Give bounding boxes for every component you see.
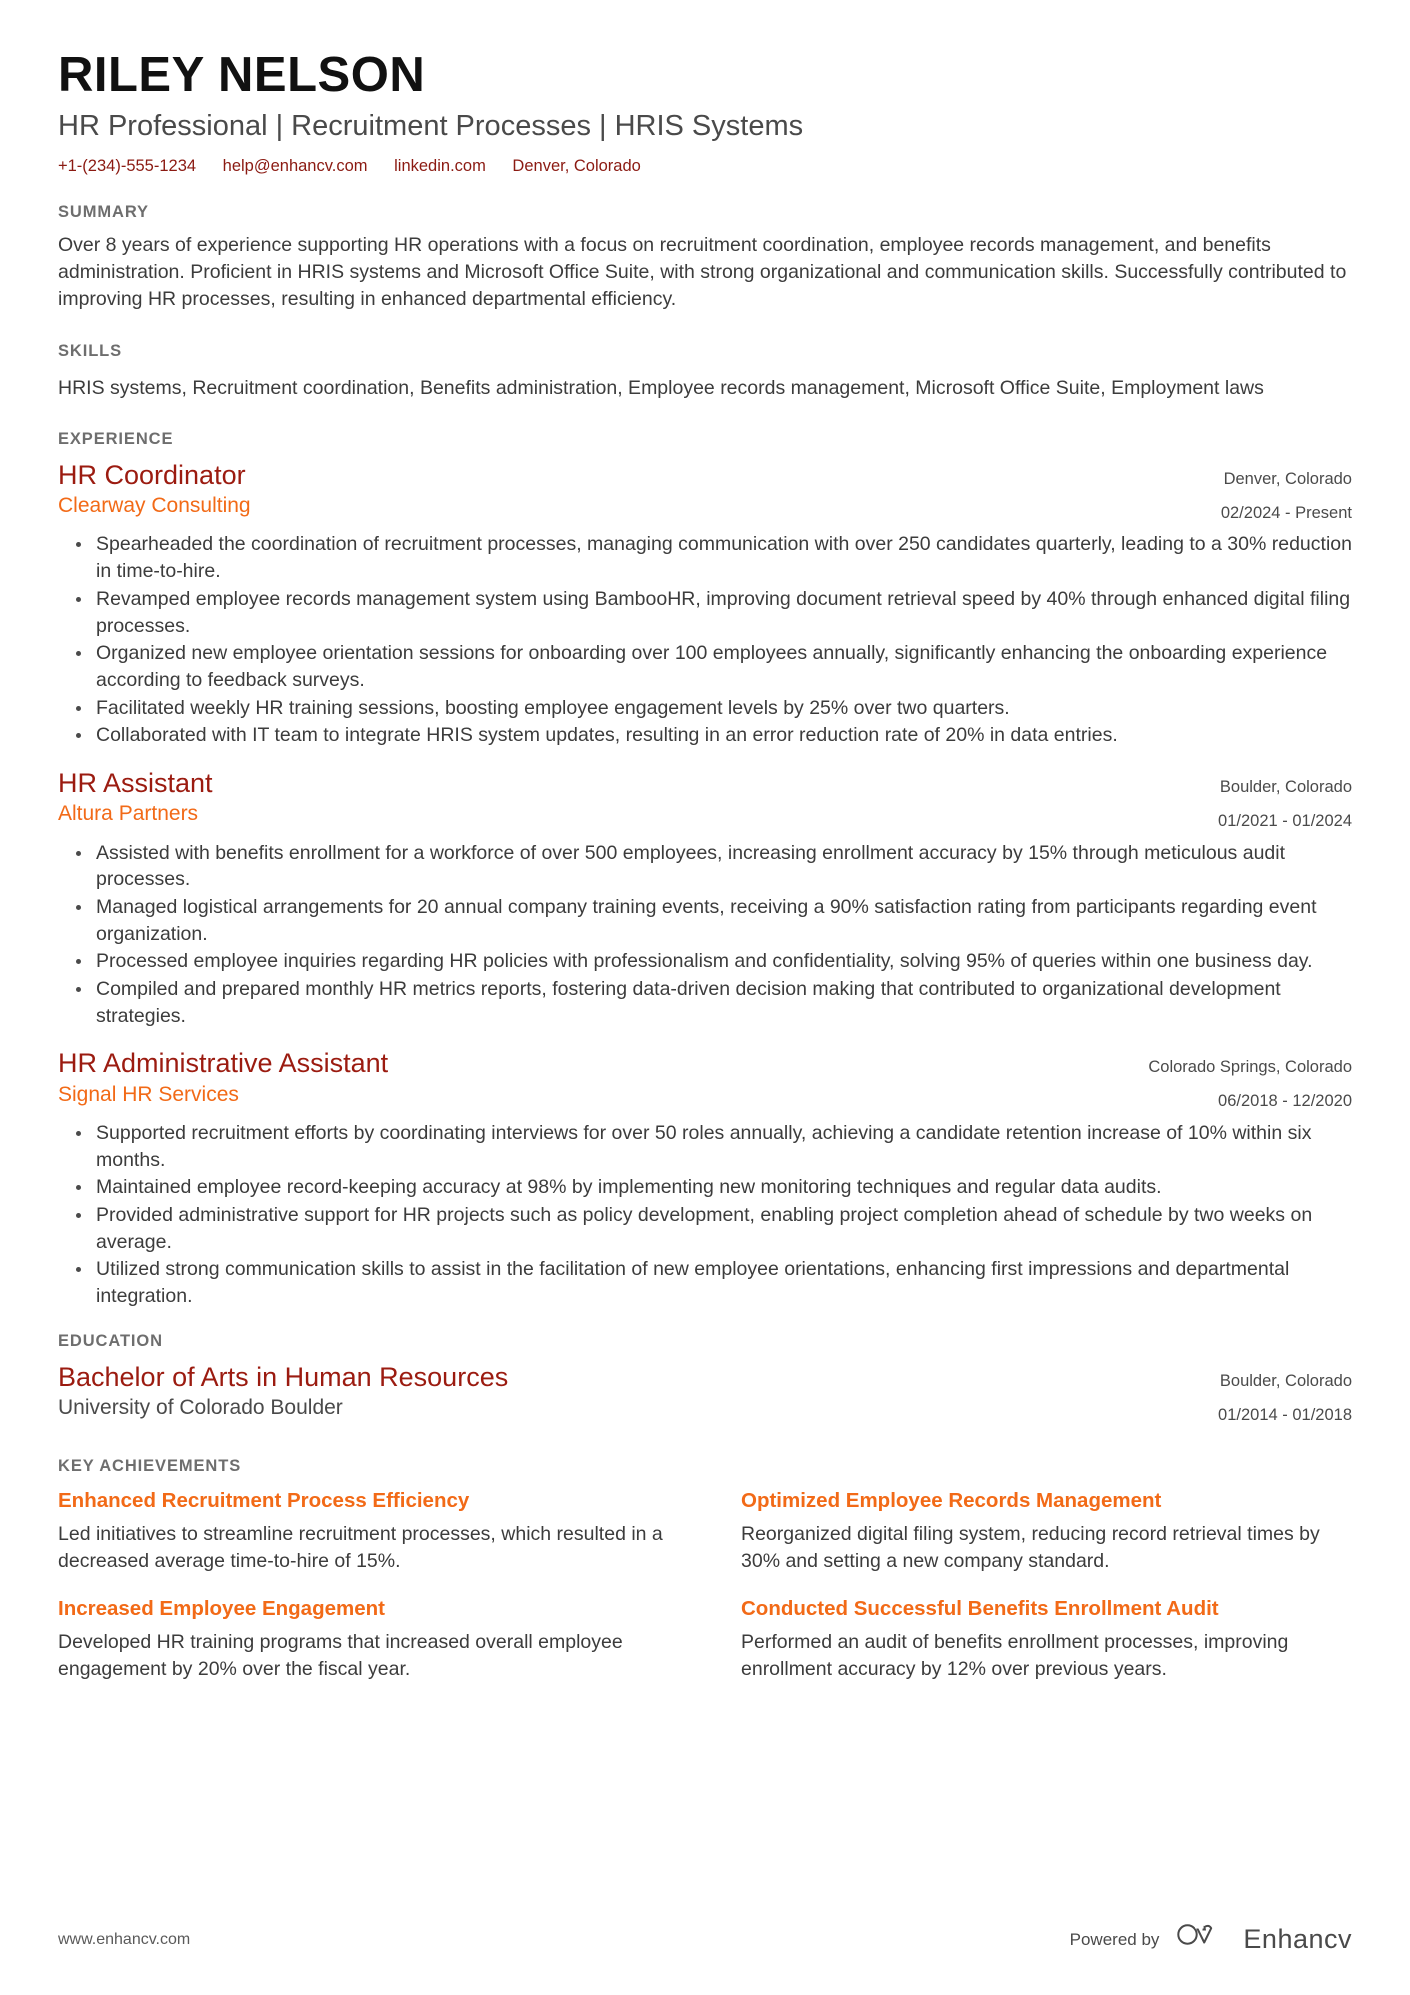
job-bullet: Supported recruitment efforts by coordinating interviews for over 50 roles annually, achieving a candidate retention increase of 10% within six months. — [92, 1120, 1352, 1173]
job-bullet: Processed employee inquiries regarding HR policies with professionalism and confidentiality, solving 95% of queries within one business day. — [92, 948, 1352, 975]
education-date-range: 01/2014 - 01/2018 — [1218, 1405, 1352, 1424]
experience-entry-left — [58, 459, 1197, 519]
achievement-item — [58, 1596, 669, 1682]
contact-linkedin[interactable]: linkedin.com — [394, 156, 486, 175]
resume-header — [58, 48, 1352, 177]
achievements-section — [58, 1457, 1352, 1682]
job-date-range: 06/2018 - 12/2020 — [1218, 1092, 1352, 1111]
education-section — [58, 1332, 1352, 1428]
company-name: Signal HR Services — [58, 1082, 239, 1106]
experience-entry-header — [58, 459, 1352, 526]
school-name: University of Colorado Boulder — [58, 1396, 343, 1420]
enhancv-logo — [1175, 1922, 1352, 1957]
degree-title: Bachelor of Arts in Human Resources — [58, 1361, 509, 1392]
job-date-range: 02/2024 - Present — [1220, 503, 1352, 522]
achievement-title: Conducted Successful Benefits Enrollment Audit — [741, 1597, 1219, 1621]
job-bullet: Facilitated weekly HR training sessions, boosting employee engagement levels by 25% over two quarters. — [92, 695, 1352, 722]
experience-section — [58, 430, 1352, 1310]
job-title: HR Coordinator — [58, 459, 246, 490]
experience-entry — [58, 767, 1352, 1029]
education-entry — [58, 1361, 1352, 1428]
job-location: Colorado Springs, Colorado — [1148, 1058, 1352, 1077]
enhancv-mark-icon — [1175, 1922, 1233, 1957]
job-bullet: Collaborated with IT team to integrate HRIS system updates, resulting in an error reduction rate of 20% in data entries. — [92, 722, 1352, 749]
experience-entry-header — [58, 767, 1352, 834]
achievement-description: Performed an audit of benefits enrollment processes, improving enrollment accuracy by 12% over previous years. — [741, 1631, 1289, 1680]
job-bullet: Organized new employee orientation sessions for onboarding over 100 employees annually, significantly enhancing the onboarding experience according to feedback surveys. — [92, 640, 1352, 693]
section-title-skills: SKILLS — [58, 342, 123, 361]
job-bullet: Spearheaded the coordination of recruitment processes, managing communication with over 250 candidates quarterly, leading to a 30% reduction in time-to-hire. — [92, 531, 1352, 584]
experience-entry-left — [58, 767, 1194, 827]
experience-entry — [58, 459, 1352, 749]
achievement-item — [741, 1596, 1352, 1682]
achievement-title: Enhanced Recruitment Process Efficiency — [58, 1489, 470, 1513]
education-entry-meta — [1194, 1361, 1352, 1428]
summary-section — [58, 203, 1352, 312]
footer-branding — [1070, 1922, 1352, 1957]
section-title-experience: EXPERIENCE — [58, 429, 174, 448]
achievement-description: Led initiatives to streamline recruitment processes, which resulted in a decreased average time-to-hire of 15%. — [58, 1523, 663, 1572]
summary-text: Over 8 years of experience supporting HR operations with a focus on recruitment coordination, employee records management, and benefits administration. Proficient in HRIS systems and Microsoft Office Suite, with strong organizational and communication skills. Successfully contributed to improving HR processes, resulting in enhanced departmental efficiency. — [58, 234, 1347, 310]
achievement-title: Increased Employee Engagement — [58, 1597, 385, 1621]
contact-row — [58, 156, 1352, 177]
enhancv-wordmark: Enhancv — [1243, 1924, 1352, 1954]
experience-entry-header — [58, 1047, 1352, 1114]
achievement-description: Reorganized digital filing system, reducing record retrieval times by 30% and setting a new company standard. — [741, 1523, 1320, 1572]
contact-email[interactable]: help@enhancv.com — [222, 156, 368, 175]
job-bullet: Utilized strong communication skills to assist in the facilitation of new employee orientations, enhancing first impressions and departmental integration. — [92, 1256, 1352, 1309]
experience-entry-left — [58, 1047, 1124, 1107]
skills-text: HRIS systems, Recruitment coordination, Benefits administration, Employee records management, Microsoft Office Suite, Employment laws — [58, 377, 1264, 400]
company-name: Clearway Consulting — [58, 494, 251, 518]
company-name: Altura Partners — [58, 802, 199, 826]
job-bullet-list — [58, 531, 1352, 749]
section-title-summary: SUMMARY — [58, 203, 149, 222]
job-date-range: 01/2021 - 01/2024 — [1218, 811, 1352, 830]
job-bullet: Revamped employee records management system using BambooHR, improving document retrieval speed by 40% through enhanced digital filing processes. — [92, 586, 1352, 639]
job-title: HR Assistant — [58, 768, 213, 799]
experience-entry-meta — [1197, 459, 1352, 526]
achievement-title: Optimized Employee Records Management — [741, 1489, 1162, 1513]
footer-website-url[interactable]: www.enhancv.com — [58, 1930, 191, 1948]
job-bullet-list — [58, 840, 1352, 1030]
job-location: Denver, Colorado — [1223, 469, 1352, 488]
education-location: Boulder, Colorado — [1219, 1371, 1352, 1390]
education-entry-left — [58, 1361, 1194, 1421]
job-bullet-list — [58, 1120, 1352, 1310]
page-title: RILEY NELSON — [58, 48, 426, 102]
skills-section — [58, 342, 1352, 402]
job-bullet: Provided administrative support for HR projects such as policy development, enabling project completion ahead of schedule by two weeks on average. — [92, 1202, 1352, 1255]
achievement-item — [741, 1488, 1352, 1574]
job-location: Boulder, Colorado — [1219, 778, 1352, 797]
job-title: HR Administrative Assistant — [58, 1048, 389, 1079]
powered-by-label: Powered by — [1069, 1929, 1160, 1949]
achievement-description: Developed HR training programs that increased overall employee engagement by 20% over the fiscal year. — [58, 1631, 623, 1680]
page-footer — [58, 1922, 1352, 1957]
contact-location: Denver, Colorado — [512, 156, 641, 175]
section-title-achievements: KEY ACHIEVEMENTS — [58, 1457, 242, 1476]
experience-entry-meta — [1124, 1047, 1352, 1114]
achievement-item — [58, 1488, 669, 1574]
section-title-education: EDUCATION — [58, 1331, 163, 1350]
experience-entry — [58, 1047, 1352, 1309]
experience-entry-meta — [1194, 767, 1352, 834]
job-bullet: Compiled and prepared monthly HR metrics reports, fostering data-driven decision making that contributed to organizational development strategies. — [92, 976, 1352, 1029]
achievements-grid — [58, 1488, 1352, 1682]
job-bullet: Maintained employee record-keeping accuracy at 98% by implementing new monitoring techniques and regular data audits. — [92, 1174, 1352, 1201]
job-bullet: Managed logistical arrangements for 20 annual company training events, receiving a 90% satisfaction rating from participants regarding event organization. — [92, 894, 1352, 947]
job-bullet: Assisted with benefits enrollment for a workforce of over 500 employees, increasing enrollment accuracy by 15% through meticulous audit processes. — [92, 840, 1352, 893]
contact-phone[interactable]: +1-(234)-555-1234 — [58, 156, 197, 175]
professional-headline: HR Professional | Recruitment Processes | HRIS Systems — [58, 109, 804, 142]
